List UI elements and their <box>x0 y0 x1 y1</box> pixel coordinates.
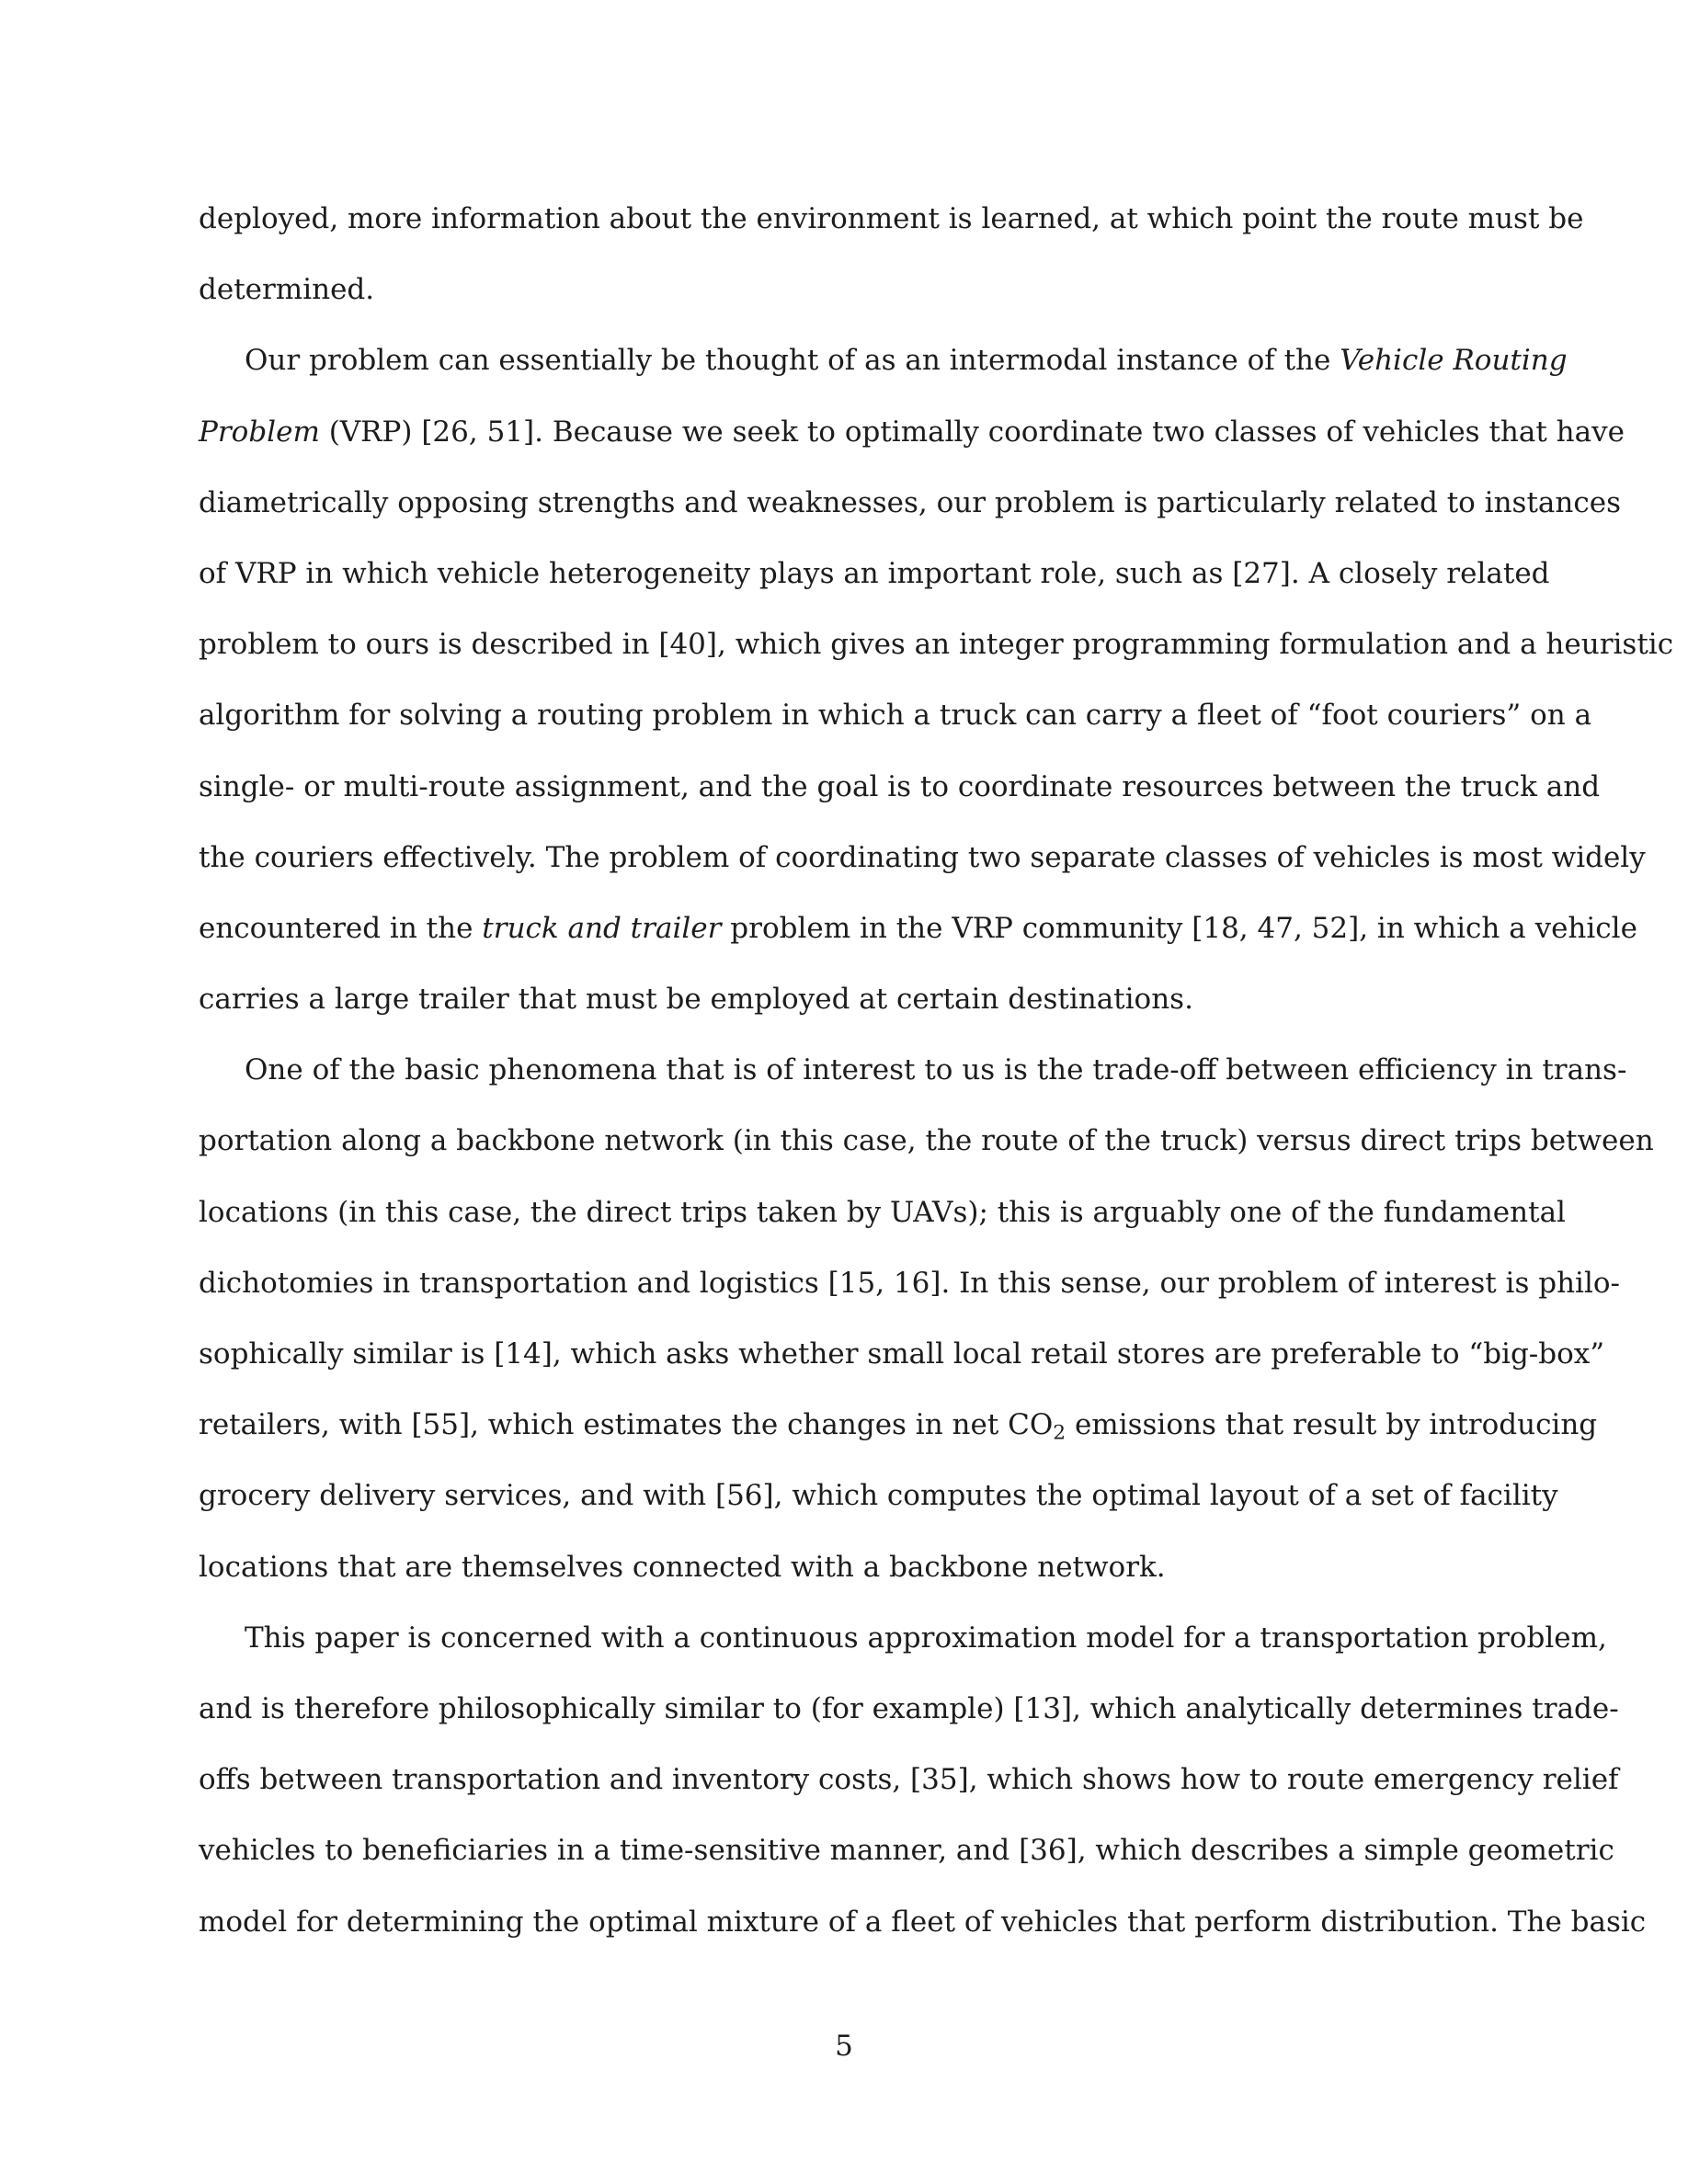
text-line <box>199 1896 1647 1967</box>
text-span: carries a large trailer that must be employed at certain destinations. <box>199 983 1193 1017</box>
text-span: grocery delivery services, and with [56], which computes the optimal layout of a set of facility <box>199 1479 1558 1513</box>
text-line <box>199 406 1625 477</box>
text-line <box>199 1683 1619 1754</box>
text-line <box>199 689 1592 760</box>
text-line <box>199 1399 1598 1470</box>
text-line <box>199 1470 1558 1541</box>
page-number: 5 <box>835 2030 853 2063</box>
text-line <box>199 1257 1621 1328</box>
text-line <box>199 1754 1619 1825</box>
text-span: problem in the VRP community [18, 47, 52], in which a vehicle <box>721 911 1637 945</box>
text-span: of VRP in which vehicle heterogeneity plays an important role, such as [27]. A closely related <box>199 556 1550 590</box>
text-span: algorithm for solving a routing problem in which a truck can carry a fleet of “foot couriers” on a <box>199 699 1592 733</box>
italic-term: truck and trailer <box>482 911 722 945</box>
text-span: locations that are themselves connected with a backbone network. <box>199 1550 1166 1584</box>
text-span: locations (in this case, the direct trips taken by UAVs); this is arguably one of the fundamental <box>199 1195 1566 1229</box>
text-line <box>199 477 1621 548</box>
text-line <box>199 1328 1605 1399</box>
text-line <box>199 548 1550 619</box>
text-span: model for determining the optimal mixture of a fleet of vehicles that perform distribution. The basic <box>199 1905 1647 1939</box>
text-span: diametrically opposing strengths and weaknesses, our problem is particularly related to instances <box>199 485 1621 519</box>
body-text <box>199 193 1674 1967</box>
text-line <box>199 619 1674 689</box>
text-line <box>199 335 1568 405</box>
text-span: and is therefore philosophically similar to (for example) [13], which analytically determines trade- <box>199 1691 1619 1725</box>
text-line <box>199 1044 1627 1115</box>
text-span: One of the basic phenomena that is of interest to us is the trade-off between efficiency in trans- <box>245 1053 1627 1087</box>
text-span: problem to ours is described in [40], which gives an integer programming formulation and a heuristic <box>199 628 1674 662</box>
italic-term: Vehicle Routing <box>1340 344 1568 378</box>
text-line <box>199 1115 1654 1186</box>
text-line <box>199 903 1637 973</box>
text-span: sophically similar is [14], which asks whether small local retail stores are preferable to “big-box” <box>199 1337 1605 1371</box>
text-span: Our problem can essentially be thought of as an intermodal instance of the <box>245 344 1340 378</box>
text-span: vehicles to beneficiaries in a time-sensitive manner, and [36], which describes a simple geometric <box>199 1834 1614 1868</box>
text-span: the couriers effectively. The problem of coordinating two separate classes of vehicles is most widely <box>199 840 1646 874</box>
text-span: (VRP) [26, 51]. Because we seek to optimally coordinate two classes of vehicles that have <box>319 415 1625 449</box>
text-line <box>199 264 1489 335</box>
text-span: deployed, more information about the environment is learned, at which point the route must be <box>199 202 1584 235</box>
text-line <box>199 1187 1566 1257</box>
text-span: encountered in the <box>199 911 483 945</box>
text-line <box>199 1612 1607 1683</box>
text-line <box>199 193 1584 264</box>
text-line <box>199 761 1601 832</box>
text-span: determined. <box>199 273 375 307</box>
italic-term: Problem <box>199 415 320 449</box>
text-line <box>199 1825 1614 1895</box>
text-span: single- or multi-route assignment, and the goal is to coordinate resources between the truck and <box>199 769 1601 803</box>
text-span: offs between transportation and inventory costs, [35], which shows how to route emergency relief <box>199 1763 1619 1797</box>
text-span: dichotomies in transportation and logistics [15, 16]. In this sense, our problem of interest is philo- <box>199 1266 1621 1300</box>
text-span: This paper is concerned with a continuous approximation model for a transportation problem, <box>245 1621 1607 1655</box>
subscript: 2 <box>1053 1421 1066 1445</box>
text-span: portation along a backbone network (in this case, the route of the truck) versus direct trips between <box>199 1124 1654 1158</box>
text-line <box>199 1541 1489 1612</box>
text-span: emissions that result by introducing <box>1066 1408 1598 1442</box>
text-span: retailers, with [55], which estimates the changes in net CO <box>199 1408 1054 1442</box>
text-line <box>199 832 1646 903</box>
text-line <box>199 973 1489 1044</box>
